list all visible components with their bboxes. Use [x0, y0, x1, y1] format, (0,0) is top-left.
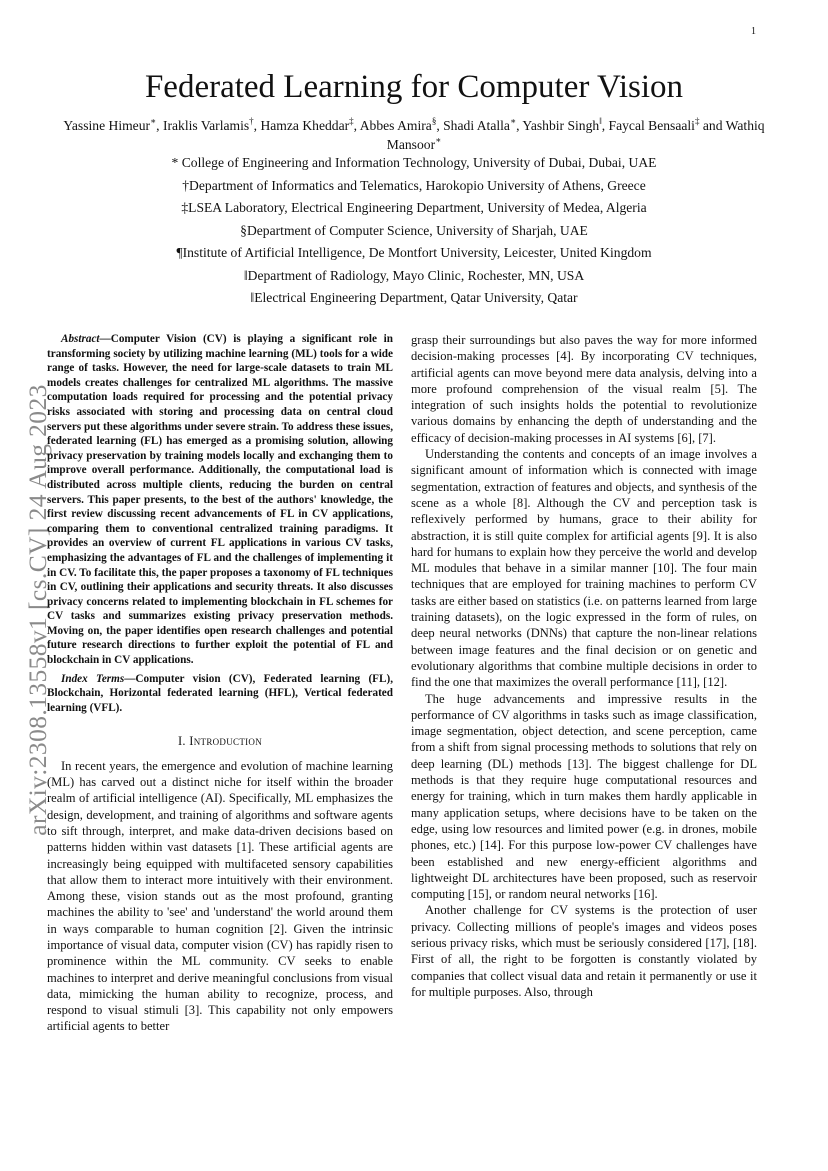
- affiliation-3: ‡LSEA Laboratory, Electrical Engineering Department, University of Medea, Algeria: [181, 200, 647, 215]
- affiliation-2: †Department of Informatics and Telematics, Harokopio University of Athens, Greece: [182, 177, 646, 193]
- affiliations: [0, 152, 828, 310]
- index-terms-text: —Computer vision (CV), Federated learning (FL), Blockchain, Horizontal federated learning (HFL), Vertical federated learning (VFL).: [47, 672, 393, 714]
- abstract-label: Abstract: [61, 333, 100, 345]
- affiliation-4: §Department of Computer Science, University of Sharjah, UAE: [240, 222, 588, 238]
- abstract-text: —Computer Vision (CV) is playing a significant role in transforming society by utilizing machine learning (ML) tools for a wide range of tasks. However, the need for large-scale datasets to train ML models creates challenges for centralized ML algorithms. The massive computation loads required for processing and the potential privacy risks associated with storing and processing data on central cloud servers put these algorithms under severe strain. To address these issues, federated learning (FL) has emerged as a promising solution, allowing privacy preservation by training models locally and exchanging them to improve overall performance. Additionally, the computational load is distributed across multiple clients, reducing the burden on central servers. This paper presents, to the best of the authors' knowledge, the first review discussing recent advancements of FL in CV applications, comparing them to conventional centralized training paradigms. It provides an overview of current FL applications in various CV tasks, emphasizing the advantages of FL and the challenges of implementing it in CV. To facilitate this, the paper proposes a taxonomy of FL techniques in CV, outlining their applications and security threats. It also discusses privacy concerns related to implementing blockchain in FL schemes for CV tasks and summarizes existing privacy preservation methods. Moving on, the paper identifies open research challenges and potential future research directions to further exploit the potential of FL and blockchain in CV applications.: [47, 333, 393, 667]
- intro-paragraph-1: In recent years, the emergence and evolution of machine learning (ML) has carved out a distinct niche for itself within the broader realm of artificial intelligence (AI). Specifically, ML emphasizes the design, development, and training of algorithms and software agents to sift through, interpret, and make data-driven decisions based on patterns hidden within vast datasets [1]. These artificial agents are increasingly being equipped with multifaceted sensory capabilities that allow them to interact more intuitively with their environment. Among these, vision stands out as the most profound, granting machines the ability to 'see' and 'understand' the world around them in ways comparable to human cognition [2]. Given the intrinsic importance of visual data, computer vision (CV) has rapidly risen to prominence within the ML community. CV seeks to enable machines to interpret and derive meaningful conclusions from visual data, mimicking the human ability to recognize, process, and respond to visual stimuli [3]. This capability not only empowers artificial agents to better: [47, 758, 393, 1034]
- intro-paragraph-4: The huge advancements and impressive results in the performance of CV algorithms in tasks such as image classification, image segmentation, object detection, and scene perception, came from a shift from signal processing methods to solutions that rely on deep learning (DL) methods [13]. The biggest challenge for DL methods is that they require huge computational resources and energy for training, which in turn makes them hardly applicable in many application setups, where decisions have to be taken on the edge, using low resources and limited power (e.g. in drones, mobile phones, etc.) [14]. For this purpose low-power CV challenges have been established and new energy-efficient algorithms and lightweight DL architectures have been proposed, such as reservoir computing [15], or random neural networks [16].: [411, 691, 757, 902]
- index-terms: [47, 672, 393, 716]
- paper-title: Federated Learning for Computer Vision: [144, 69, 684, 105]
- affiliation-7: ‖Electrical Engineering Department, Qatar University, Qatar: [250, 290, 578, 305]
- affiliation-6: ‖Department of Radiology, Mayo Clinic, Rochester, MN, USA: [243, 267, 585, 283]
- abstract: [47, 332, 393, 668]
- affiliation-1: * College of Engineering and Information Technology, University of Dubai, Dubai, UAE: [171, 155, 657, 170]
- author-list: Yassine Himeur∗, Iraklis Varlamis†, Hamza Kheddar‡, Abbes Amira§, Shadi Atalla∗, Yashbir Singh‖, Faycal Bensaali‡ and Wathiq Mansoor∗: [63, 116, 765, 152]
- intro-paragraph-3: Understanding the contents and concepts of an image involves a significant amount of information which is connected with image segmentation, extraction of features and objects, and synthesis of the scene as a whole [8]. Although the CV and perception task is reflexively performed by humans, grace to their ability for abstraction, it is still quite complex for artificial agents [9]. It is also hard for humans to explain how they perceive the world and develop ML modules that behave in a similar manner [10]. The four main techniques that are employed for training machines to perform CV tasks are either based on statistics (i.e. on patterns learned from large training datasets), on the logic expressed in the form of rules, on deep neural networks (DNNs) that capture the non-linear relations between image features and the final decision or on genetic and evolutionary algorithms that combine multiple decisions in order to find the one that maximizes the overall performance [11], [12].: [411, 447, 757, 690]
- intro-paragraph-5: Another challenge for CV systems is the protection of user privacy. Collecting millions of people's images and videos poses serious privacy risks, which must be seriously considered [17], [18]. First of all, the right to be forgotten is constantly violated by companies that collect visual data and retain it permanently or use it for multiple purposes. Also, through: [411, 903, 757, 999]
- right-column: [411, 332, 757, 1000]
- left-column: [47, 332, 393, 1035]
- arxiv-stamp-text: arXiv:2308.13558v1 [cs.CV] 24 Aug 2023: [23, 384, 52, 836]
- section-heading: I. Introduction: [177, 734, 263, 749]
- page-number: 1: [751, 26, 756, 37]
- intro-paragraph-2: grasp their surroundings but also paves the way for more informed decision-making processes [4]. By incorporating CV techniques, artificial agents can move beyond mere data analysis, delving into a more profound comprehension of the visual realm [5]. The integration of such insights holds the potential to revolutionize various domains by enhancing the depth of understanding and the efficacy of decision-making processes in AI systems [6], [7].: [411, 333, 757, 445]
- index-terms-label: Index Terms: [61, 672, 125, 685]
- affiliation-5: ¶Institute of Artificial Intelligence, De Montfort University, Leicester, United Kingdom: [176, 245, 652, 260]
